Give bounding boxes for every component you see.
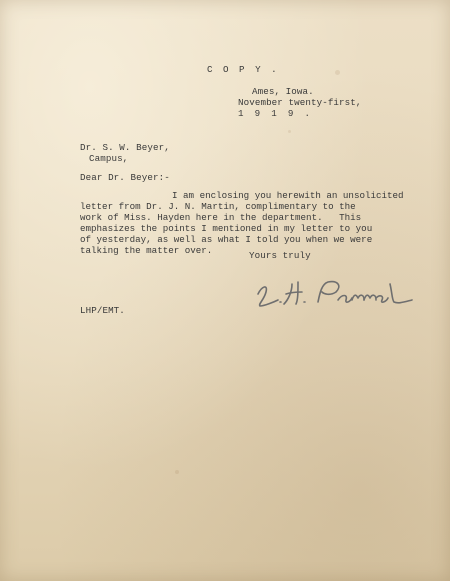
- body-line: of yesterday, as well as what I told you when we were: [80, 234, 373, 245]
- copy-heading: C O P Y .: [207, 64, 280, 75]
- letter-body: [80, 190, 404, 256]
- salutation: Dear Dr. Beyer:-: [80, 172, 170, 183]
- handwritten-signature: [252, 272, 432, 312]
- body-line: emphasizes the points I mentioned in my letter to you: [80, 223, 373, 234]
- typist-initials: LHP/EMT.: [80, 305, 125, 316]
- addressee-name: Dr. S. W. Beyer,: [80, 142, 170, 153]
- place-line: Ames, Iowa.: [252, 86, 314, 97]
- body-line: work of Miss. Hayden here in the department. This: [80, 212, 362, 223]
- body-line: talking the matter over.: [80, 245, 213, 256]
- addressee-place: Campus,: [89, 153, 129, 164]
- paper-stain: [335, 70, 340, 75]
- paper-stain: [175, 470, 179, 474]
- date-line: November twenty-first,: [238, 97, 362, 108]
- closing: Yours truly: [249, 250, 311, 261]
- year-line: 1 9 1 9 .: [238, 108, 313, 119]
- body-line: letter from Dr. J. N. Martin, complimentary to the: [80, 201, 356, 212]
- paper-stain: [288, 130, 291, 133]
- body-line: I am enclosing you herewith an unsolicited: [172, 190, 404, 201]
